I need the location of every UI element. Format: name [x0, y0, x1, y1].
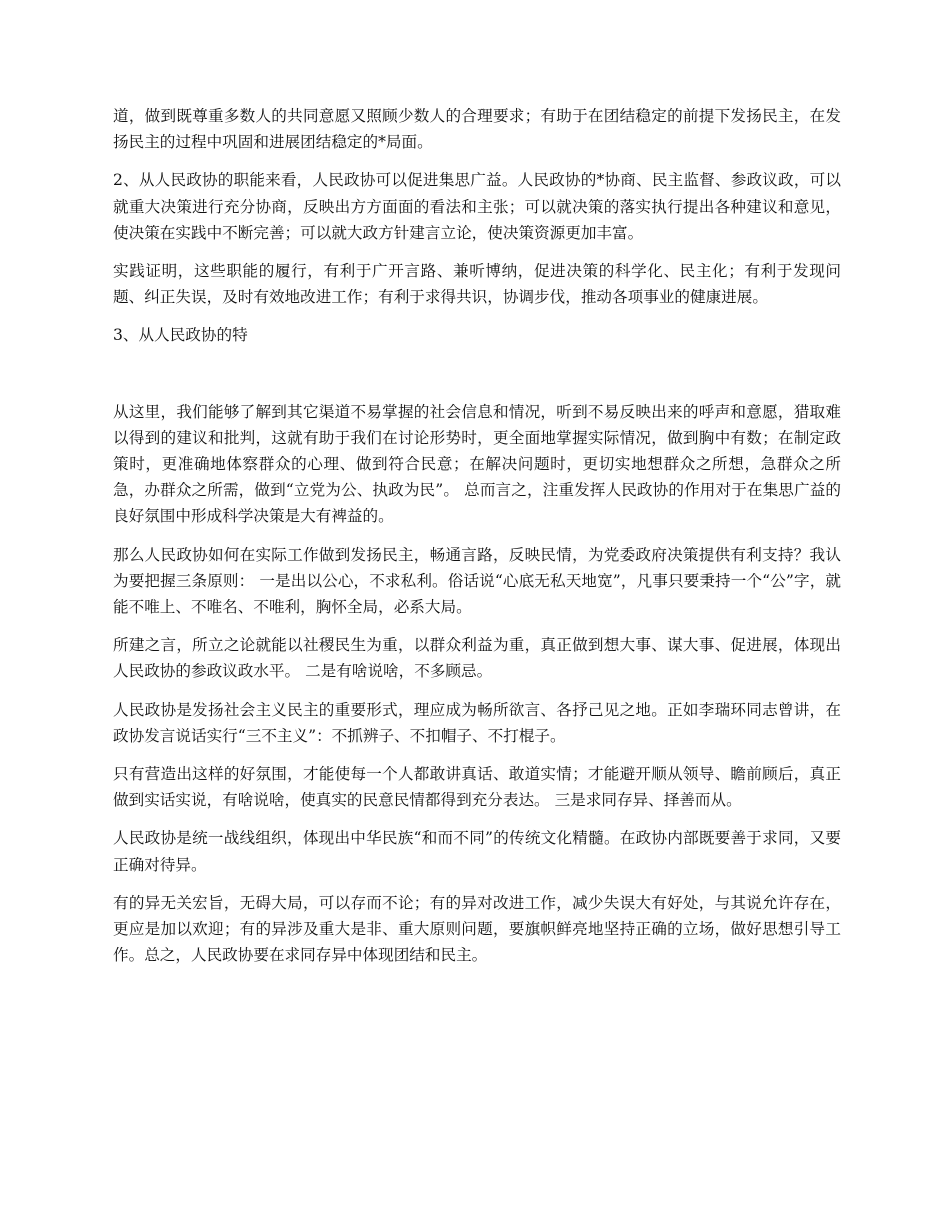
paragraph: 所建之言，所立之论就能以社稷民生为重，以群众利益为重，真正做到想大事、谋大事、促进展，体现出人民政协的参政议政水平。 二是有啥说啥，不多顾忌。 — [113, 636, 841, 681]
paragraph: 那么人民政协如何在实际工作做到发扬民主，畅通言路，反映民情，为党委政府决策提供有利支持？我认为要把握三条原则： 一是出以公心，不求私利。俗话说“心底无私天地宽”，凡事只要秉持一个“公”字，就能不唯上、不唯名、不唯利，胸怀全局，必系大局。 — [113, 545, 841, 617]
paragraph: 从这里，我们能够了解到其它渠道不易掌握的社会信息和情况，听到不易反映出来的呼声和意愿，猎取难以得到的建议和批判，这就有助于我们在讨论形势时，更全面地掌握实际情况，做到胸中有数；在制定政策时，更准确地体察群众的心理、做到符合民意；在解决问题时，更切实地想群众之所想，急群众之所急，办群众之所需，做到“立党为公、执政为民”。 总而言之，注重发挥人民政协的作用对于在集思广益的良好氛围中形成科学决策是大有裨益的。 — [113, 402, 841, 526]
paragraph: 人民政协是统一战线组织，体现出中华民族“和而不同”的传统文化精髓。在政协内部既要善于求同，又要正确对待异。 — [113, 829, 841, 874]
paragraph: 道，做到既尊重多数人的共同意愿又照顾少数人的合理要求；有助于在团结稳定的前提下发扬民主，在发扬民主的过程中巩固和进展团结稳定的*局面。 — [113, 107, 841, 152]
paragraph: 有的异无关宏旨，无碍大局，可以存而不论；有的异对改进工作，减少失误大有好处，与其说允许存在，更应是加以欢迎；有的异涉及重大是非、重大原则问题，要旗帜鲜亮地坚持正确的立场，做好思想引导工作。总之，人民政协要在求同存异中体现团结和民主。 — [113, 893, 841, 965]
paragraph: 2、从人民政协的职能来看，人民政协可以促进集思广益。人民政协的*协商、民主监督、参政议政，可以就重大决策进行充分协商，反映出方方面面的看法和主张；可以就决策的落实执行提出各种建议和意见，使决策在实践中不断完善；可以就大政方针建言立论，使决策资源更加丰富。 — [113, 171, 841, 242]
paragraph: 实践证明，这些职能的履行，有利于广开言路、兼听博纳，促进决策的科学化、民主化；有利于发现问题、纠正失误，及时有效地改进工作；有利于求得共识，协调步伐，推动各项事业的健康进展。 — [113, 262, 841, 307]
paragraph: 只有营造出这样的好氛围，才能使每一个人都敢讲真话、敢道实情；才能避开顺从领导、瞻前顾后，真正做到实话实说，有啥说啥，使真实的民意民情都得到充分表达。 三是求同存异、择善而从。 — [113, 765, 841, 810]
paragraph: 人民政协是发扬社会主义民主的重要形式，理应成为畅所欲言、各抒己见之地。正如李瑞环同志曾讲，在政协发言说话实行“三不主义”：不抓辨子、不扣帽子、不打棍子。 — [113, 700, 841, 745]
document-body — [113, 103, 841, 980]
section-gap — [113, 361, 841, 399]
paragraph: 3、从人民政协的特 — [113, 326, 248, 345]
